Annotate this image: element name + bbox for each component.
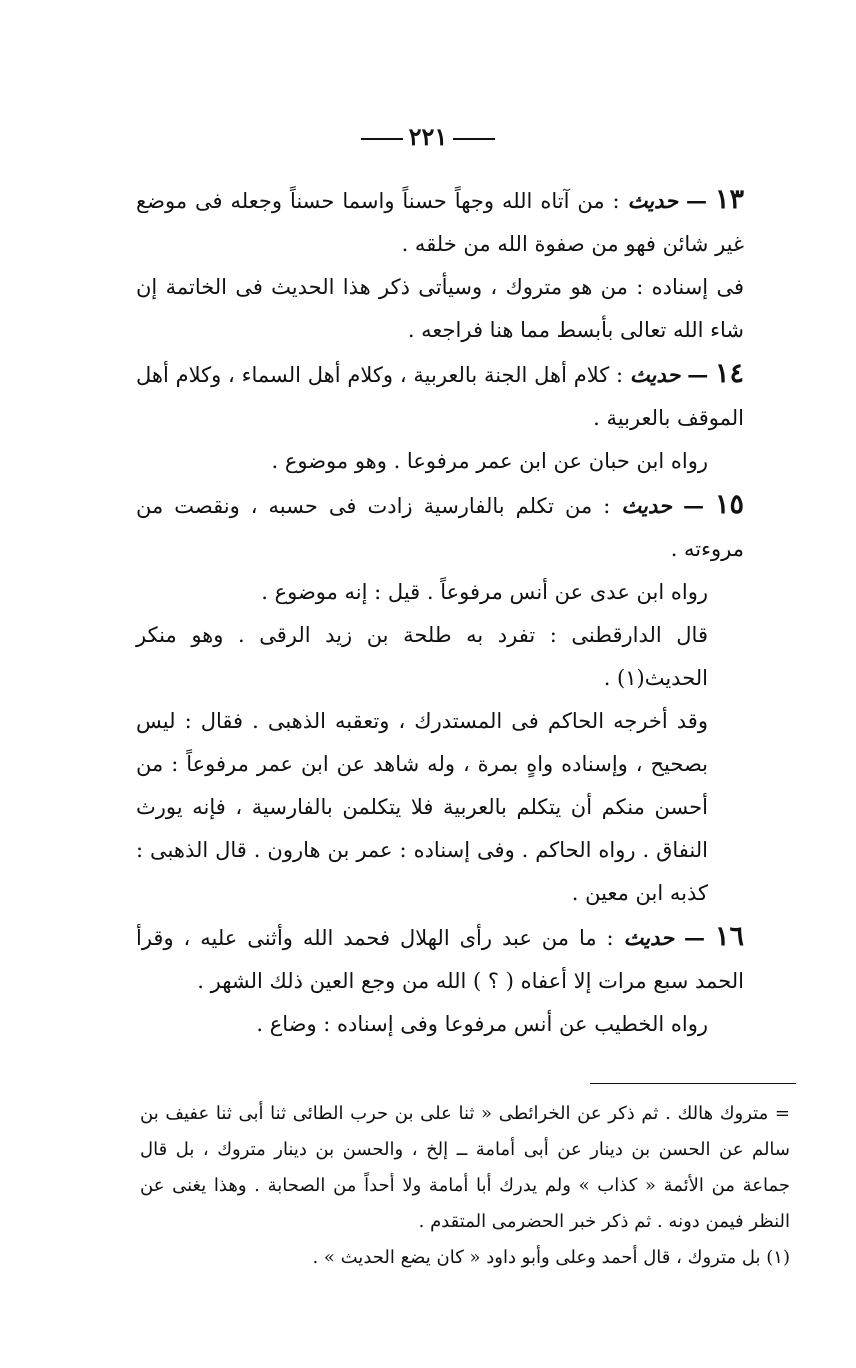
hadith-note: رواه ابن حبان عن ابن عمر مرفوعا . وهو موضوع . (271, 449, 708, 473)
page-number-dash-right (453, 138, 495, 140)
entry-number: ١٣ (714, 184, 744, 215)
hadith-text: : ما من عبد رأى الهلال فحمد الله وأثنى عليه ، وقرأ الحمد سبع مرات إلا أعفاه ( ؟ ) الله من وجع العين ذلك الشهر . (136, 926, 744, 993)
hadith-text: : من تكلم بالفارسية زادت فى حسبه ، ونقصت من مروءته . (136, 494, 744, 561)
hadith-keyword: حديث (623, 925, 675, 950)
entry-number: ١٦ (714, 921, 744, 952)
page-number (0, 122, 856, 151)
hadith-keyword: حديث (627, 188, 679, 213)
entry-dash: — (686, 188, 708, 213)
hadith-text: : كلام أهل الجنة بالعربية ، وكلام أهل السماء ، وكلام أهل الموقف بالعربية . (136, 363, 744, 430)
footnotes (140, 1096, 790, 1276)
hadith-entry (136, 483, 744, 571)
hadith-note: فى إسناده : من هو متروك ، وسيأتى ذكر هذا الحديث فى الخاتمة إن شاء الله تعالى بأبسط مما هنا فراجعه . (136, 275, 744, 342)
entry-dash: — (682, 493, 704, 518)
hadith-keyword: حديث (629, 362, 681, 387)
entry-number: ١٤ (715, 358, 745, 389)
hadith-keyword: حديث (621, 493, 672, 518)
main-text (136, 178, 744, 1046)
page-number-value: ٢٢١ (408, 122, 448, 151)
entry-dash: — (684, 925, 706, 950)
hadith-note: رواه الخطيب عن أنس مرفوعا وفى إسناده : وضاع . (256, 1012, 708, 1036)
hadith-note: رواه ابن عدى عن أنس مرفوعاً . قيل : إنه موضوع . (261, 580, 708, 604)
entry-dash: — (687, 362, 709, 387)
hadith-note: قال الدارقطنى : تفرد به طلحة بن زيد الرقى . وهو منكر الحديث(١) . (136, 623, 708, 690)
footnote-1: (١) بل متروك ، قال أحمد وعلى وأبو داود « كان يضع الحديث » . (312, 1247, 790, 1268)
hadith-entry (136, 915, 744, 1003)
hadith-text: : من آتاه الله وجهاً حسناً واسما حسناً وجعله فى موضع غير شائن فهو من صفوة الله من خلقه . (136, 189, 744, 256)
page-number-dash-left (361, 138, 403, 140)
hadith-note: وقد أخرجه الحاكم فى المستدرك ، وتعقبه الذهبى . فقال : ليس بصحيح ، وإسناده واهٍ بمرة ، وله شاهد عن ابن عمر مرفوعاً : من أحسن منكم أن يتكلم بالعربية فلا يتكلمن بالفارسية ، فإنه يورث النفاق . رواه الحاكم . وفى إسناده : عمر بن هارون . قال الذهبى : كذبه ابن معين . (136, 709, 708, 905)
entry-number: ١٥ (715, 489, 745, 520)
hadith-entry (136, 178, 744, 266)
footnote-separator (590, 1083, 796, 1084)
footnote-continued: = متروك هالك . ثم ذكر عن الخرائطى « ثنا على بن حرب الطائى ثنا أبى ثنا عفيف بن سالم عن الحسن بن دينار عن أبى أمامة ــ إلخ ، والحسن بن دينار متروك ، بل قال جماعة من الأئمة « كذاب » ولم يدرك أبا أمامة ولا أحداً من الصحابة . وهذا يغنى عن النظر فيمن دونه . ثم ذكر خبر الحضرمى المتقدم . (140, 1103, 790, 1232)
hadith-entry (136, 352, 744, 440)
